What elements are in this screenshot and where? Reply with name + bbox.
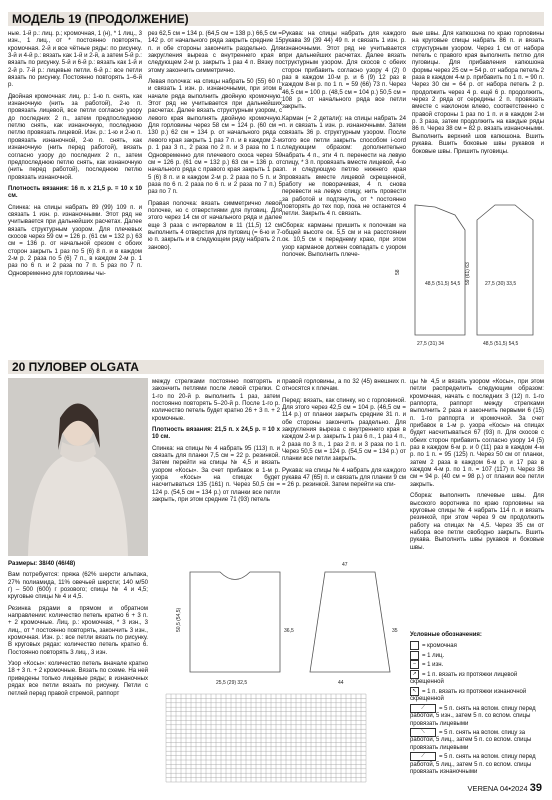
edge-stitch-icon [410,641,419,650]
paragraph: цы № 4,5 и вязать узором «Косы», при этом петли распределить следующим образом: кромочная, начать с последних 3 (12) п. 1-го раппорта, раппорт между стрелками выполнить 2 раза и закончить первыми 6 (15) п. 1-го раппорта и кромочной. За счет прибавок в 1-м р. узора «Косы» на спицах будет насчитываться 67 (93) п. Для скосов с обеих сторон прибавить согласно узору 14 (5) раз в каждом 6-м р. и 0 (11) раз в каждом 4-м р. по 1 п. = 95 (125) п. Через 50 см от планки, затем 2 раза в каждом 6-м р. и 17 раз в каждом 4-м р. по 1 п. = 107 (117) п. Через 36 см = 94 р. (40 см = 98 р.) от планки все петли закрыть. [410,378,544,488]
body-piece-outline [190,572,280,672]
twisted-purl-icon: ↖ [410,687,419,696]
legend-item: ↗ = 1 п. вязать из протяжки лицевой скрещенной [410,670,518,686]
section-title: МОДЕЛЬ 19 (ПРОДОЛЖЕНИЕ) [12,12,189,26]
dim-label: 35 [392,628,398,634]
paragraph: правой горловины, а по 32 (45) внешних п. относятся к плечам. [282,378,406,393]
purl-stitch-icon: – [410,660,419,669]
dim-label: 47 [342,562,348,568]
knitting-chart [160,690,390,786]
model-photo [8,378,148,556]
paragraph: Плотность вязания: 21,5 п. х 24,5 р. = 10 х 10 см. [152,426,280,441]
knit-stitch-icon [410,651,419,660]
paragraph: вые швы. Для капюшона по краю горловины на круговые спицы набрать 86 п. и вязать структурным узором. Через 1 см от набора петель с правого края выполнить петлю для пуговицы. Для прибавления капюшона формы через 25 см = 54 р. от набора петель 2 раза в каждом 4-м р. прибавить по 1 п. = 90 п. Через 30 см = 64 р. от набора петель 2 р. продолжить через 4 р. ещё 6 р. продолжить, через 2 ряда от середины 2 п. провязать вместе с наклоном влево, соответственно с правой стороны 1 раз по 1 п. и в каждом 2-м р. 3 раза, затем продолжить на каждые ряды 86 п. Через 38 см = 82 р. вязать изнаночными. Выполнить верхний шов капюшона. Вшить рукава. Вшить боковые швы рукавов и боковые швы. Пришить пуговицы. [412,30,544,155]
text-column-olgata-2 [152,378,280,546]
paragraph: Рукава: на спицы № 4 набрать для каждого рукава 47 (65) п. и связать для планки 9 см = 26 р. резинкой. Затем перейти на спи- [282,466,406,489]
paragraph: Вам потребуется: пряжа (62% шерсти альпака, 27% полиамида, 11% овечьей шерсти; 140 м/50 г) – 500 (600) г розового; спицы № 4 и 4,5; круговые спицы № 4 и 4,5. [8,571,148,601]
issue: 04•2024 [500,784,528,793]
paragraph: Сборка: карманы пришить к полочкам на общей высоте ок. 5,5 см и на расстоянии ок. 10,5 см к переднему краю, при этом узор карманов должен совпадать с узором полочек. Выполнить плече- [282,221,406,258]
text-column-4 [412,30,544,180]
page-footer [467,782,542,794]
paragraph: Спинка: на спицы № 4 набрать 95 (113) п. и связать для планки 7,5 см = 22 р. резинкой. Затем перейти на спицы № 4,5 и вязать узором «Косы». За счет прибавок в 1-м р. узора «Косы» на спицах будет насчитываться 135 (161) п. Через 50,5 см = 124 р. (54,5 см = 134 р.) от планки все петли закрыть, при этом средние 71 (93) петель [152,444,280,504]
paragraph: Размеры: 38/40 (46/48) [8,560,76,567]
paragraph: ные. 1-й р.: лиц. р.; кромочная, 1 (н), * 1 лиц., 3 изн., 1 лиц., от * постоянно повторять, кромочная. 2-й и все чётные ряды: по рисунку. 3-й и 4-й р.: вязать как 1-й и 2-й, а затем 5-й р.: вязать по рисунку. 5-й и 6-й р.: вязать как 1-й и 2-й р. 7-й р.: лицевые петли. 6-й р.: все петли вязать по рисунку. Постоянно повторять 1–6-й р. [8,30,142,89]
paragraph: Двойная кромочная: лиц. р.: 1-ю п. снять, как изнаночную (нить за работой), 2-ю п. провязать лицевой, все петли согласно узору до последних 2 п., затем предпоследнюю петлю снять, как изнаночную, последнюю петлю провязать лицевой. Изн. р.: 1-ю и 2-ю п. провязать изнаночной, 2-ю п. снять, как изнаночную (нить перед работой), вязать согласно узору до последних 2 п., затем предпоследнюю петлю снять, как изнаночную (нить перед работой), последнюю петлю провязать изнаночной. [8,92,142,181]
paragraph: Карман (= 2 детали): на спицы набрать 24 п. и связать 1 изн. р. изнаночными. Затем связать 36 р. структурным узором. После этого все петли закрыть способом i-cord следующим образом: дополнительно набрать 4 п., эти 4 п. перенести на левую спицу, * 3 п. провязать вместе лицевой, 4-ю п. и следующую петлю нижнего края провязать вместе лицевой скрещенной, работу не поворачивая, 4 п. снова перевести на левую спицу, нить провести за работой и подтянуть, от * постоянно повторять до тех пор, пока не останется 4 петли. Закрыть 4 п. связать. [282,114,406,218]
paragraph: Узор «Косы»: количество петель вначале кратно 18 + 3 п. + 2 кромочные. Вязать по схеме. На ней приведены только лицевые ряды; в изнаночных рядах все петли вязать по рисунку. Петли с петлей перед правой стремой, раппорт [8,660,148,697]
paragraph: Левая полочка: на спицы набрать 50 (55) 60 п. и связать 1 изн. р. изнаночными, при этом в начале ряда выполнить двойную кромочную. Этот ряд не учитывается при дальнейших расчетах. Далее вязать структурным узором, с левого края выполнять двойную кромочную. Для горловины через 58 см = 124 р. (60 см = 130 р.) 62 см = 134 р. от начального ряда с левого края закрыть 1 раз 7 п. и в каждом 2-м р. 1 раз 3 п., 2 раза по 2 п. и 3 раза по 1 п. Одновременно для плечевого скоса через 59 см = 126 р. (61 см = 132 р.) 63 см = 136 р. от начального ряда с правого края закрыть 1 раз 5 (6) 8 п. и в каждом 2-м р. 2 раза по 5 п. и 3 раза по 6 п. 2 раза по 6 п. и 2 раза по 7 п.) 5 раз по 7 п. [148,78,282,196]
paragraph: Правая полочка: вязать симметрично левой полочке, но с отверстиями для пуговиц. Для этого через 14 см от начального ряда и далее еще 3 раза с интервалом в 11 (11,5) 12 см выполнить 4 отверстия для пуговиц (= 6-ю и 7-ю п. закрыть и в следующем ряду набрать 2 п. заново). [148,199,282,251]
text-column-olgata-4 [410,378,544,628]
cable-purl-icon: ⟋ [410,752,436,761]
legend-item: ⟋ = 5 п. снять на вспом. спицу перед работой, 5 изн., затем 5 п. со вспом. спицы провязать лицевыми [410,704,536,727]
text-column-1 [8,30,142,350]
paragraph: между стрелками постоянно повторять и закончить петлями после левой стрелки. С 1-го по 20-й р. выполнить 1 раз, затем постоянно повторять 5–20-й р. После 1-го р. количество петель будет кратно 26 + 3 п. + 2 кромочные. [152,378,280,422]
sleeve-piece-outline [310,572,390,672]
text-column-olgata-1 [8,560,148,790]
legend-item: = 1 лиц. [410,651,544,660]
paragraph: Резинка рядами в прямом и обратном направлении: количество петель кратно 6 + 3 п. + 2 кромочные. Лиц. р.: кромочная, * 3 изн., 3 лиц., от * постоянно повторять, закончить 3 изн., кромочная. Изн. р.: все петли вязать по рисунку. В круговых рядах: количество петель кратно 6. Постоянно повторять 3 лиц., 3 изн. [8,604,148,656]
text-column-olgata-3 [282,378,406,546]
dim-label: 44 [338,680,344,686]
legend [410,632,544,777]
text-column-3 [282,30,406,360]
dim-label: 36,5 [284,628,294,634]
legend-item: ↖ = 1 п. вязать из протяжки изнаночной скрещенной [410,687,527,703]
section-title: 20 ПУЛОВЕР OLGATA [12,360,139,374]
back-piece-outline [477,205,533,335]
dim-label: 27,5 (30) 33,5 [485,281,517,287]
legend-item: ⟍ = 5 п. снять на вспом. спицу за работой, 5 лиц., затем 5 п. со вспом. спицы провязать лицевыми [410,728,532,751]
dim-label: 50,5 (54,5) [176,607,182,632]
text-column-2 [148,30,282,350]
model-photo-illustration [8,378,148,556]
paragraph: Перед: вязать, как спинку, но с горловиной. Для этого через 42,5 см = 104 р. (46,5 см = 114 р.) от планки закрыть средние 31 п. и обе стороны закончить раздельно. Для закругления выреза с внутреннего края в каждом 2-м р. закрыть 1 раз 6 п., 1 раз 4 п., 2 раза по 3 п., 1 раз 2 п. и 3 раза по 1 п. Через 50,5 см = 124 р. (54,5 см = 134 р.) от планки все петли закрыть. [282,396,406,463]
paragraph: Спинка: на спицы набрать 89 (99) 109 п. и связать 1 изн. р. изнаночными. Этот ряд не учитывается при дальнейших расчетах. Далее вязать структурным узором. Для плечевых скосов через 59 см = 126 р. (61 см = 132 р.) 63 см = 136 р. от начальной срезом с обоих сторон закрыть 1 раз по 5 (6) 8 п. и в каждом 2-м р. 2 раза по 5 (6) 7 п., в каждом 2-м р. 1 раз по 6 п. и 2 раза по 7 п. 5 раз по 7 п. Одновременно для горловины чы- [8,203,142,277]
legend-item: ⟋ = 5 п. снять на вспом. спицу перед работой, 5 лиц., затем 5 п. со вспом. спицы провязать изнаночными [410,753,536,776]
cable-right-icon: ⟍ [410,728,436,737]
paragraph: Рукава: на спицы набрать для каждого рукава 39 (39 44) 49 п. и связать 1 изн. р. изнаночными. Этот ряд не учитывается при дальнейших расчетах. Далее вязать структурным узором. Для скосов с обеих сторон прибавить согласно узору 4 (2) 0 раз в каждом 10-м р. и 6 (9) 12 раз в каждом 8-м р. по 1 п. = 59 (66) 73 п. Через 46,5 см = 100 р. (48,5 см = 104 р.) 50,5 см = 108 р. от начального ряда все петли закрыть. [282,30,406,111]
paragraph: Сборка: выполнить плечевые швы. Для высокого воротника по краю горловины на круговые спицы № 4 набрать 114 п. и вязать резинкой, при этом через 9 см продолжить работу на спицах № 4,5. Через 35 см от набора все петли свободно закрыть. Вшить рукава. Выполнить швы рукавов и боковые швы. [410,492,544,551]
paragraph: рез 62,5 см = 134 р. (64,5 см = 138 р.) 66,5 см = 142 р. от начального ряда закрыть средние 15 п. и обе стороны закончить раздельно. Для закругления выреза с внутреннего края в следующем 2-м р. закрыть 1 раз 4 п. Вязку по этому закончить симметрично. [148,30,282,74]
section-header-model19 [8,12,544,26]
legend-item: = кромочная [410,641,544,650]
cable-left-icon: ⟋ [410,704,436,713]
legend-item: – = 1 изн. [410,660,544,669]
dim-label: 25,5 (29) 32,5 [216,680,248,686]
paragraph: Плотность вязания: 16 п. х 21,5 р. = 10 х 10 см. [8,184,142,200]
section-header-olgata [8,360,544,374]
dim-label: 48,5 (51,5) 54,5 [483,341,519,347]
legend-title: Условные обозначения: [410,632,482,638]
dim-label: 48,5 (51,5) 54,5 [425,281,461,287]
front-piece-outline [415,205,465,335]
page-number: 39 [529,782,542,794]
brand: VERENA [467,784,498,793]
dim-label: 27,5 (31) 34 [417,341,444,347]
dim-label: 58 [395,269,401,275]
pattern-schema-pullover [160,552,400,692]
twisted-knit-icon: ↗ [410,670,419,679]
dim-label: 59 (61) 63 [465,262,471,285]
pattern-schema-jacket [395,185,545,350]
